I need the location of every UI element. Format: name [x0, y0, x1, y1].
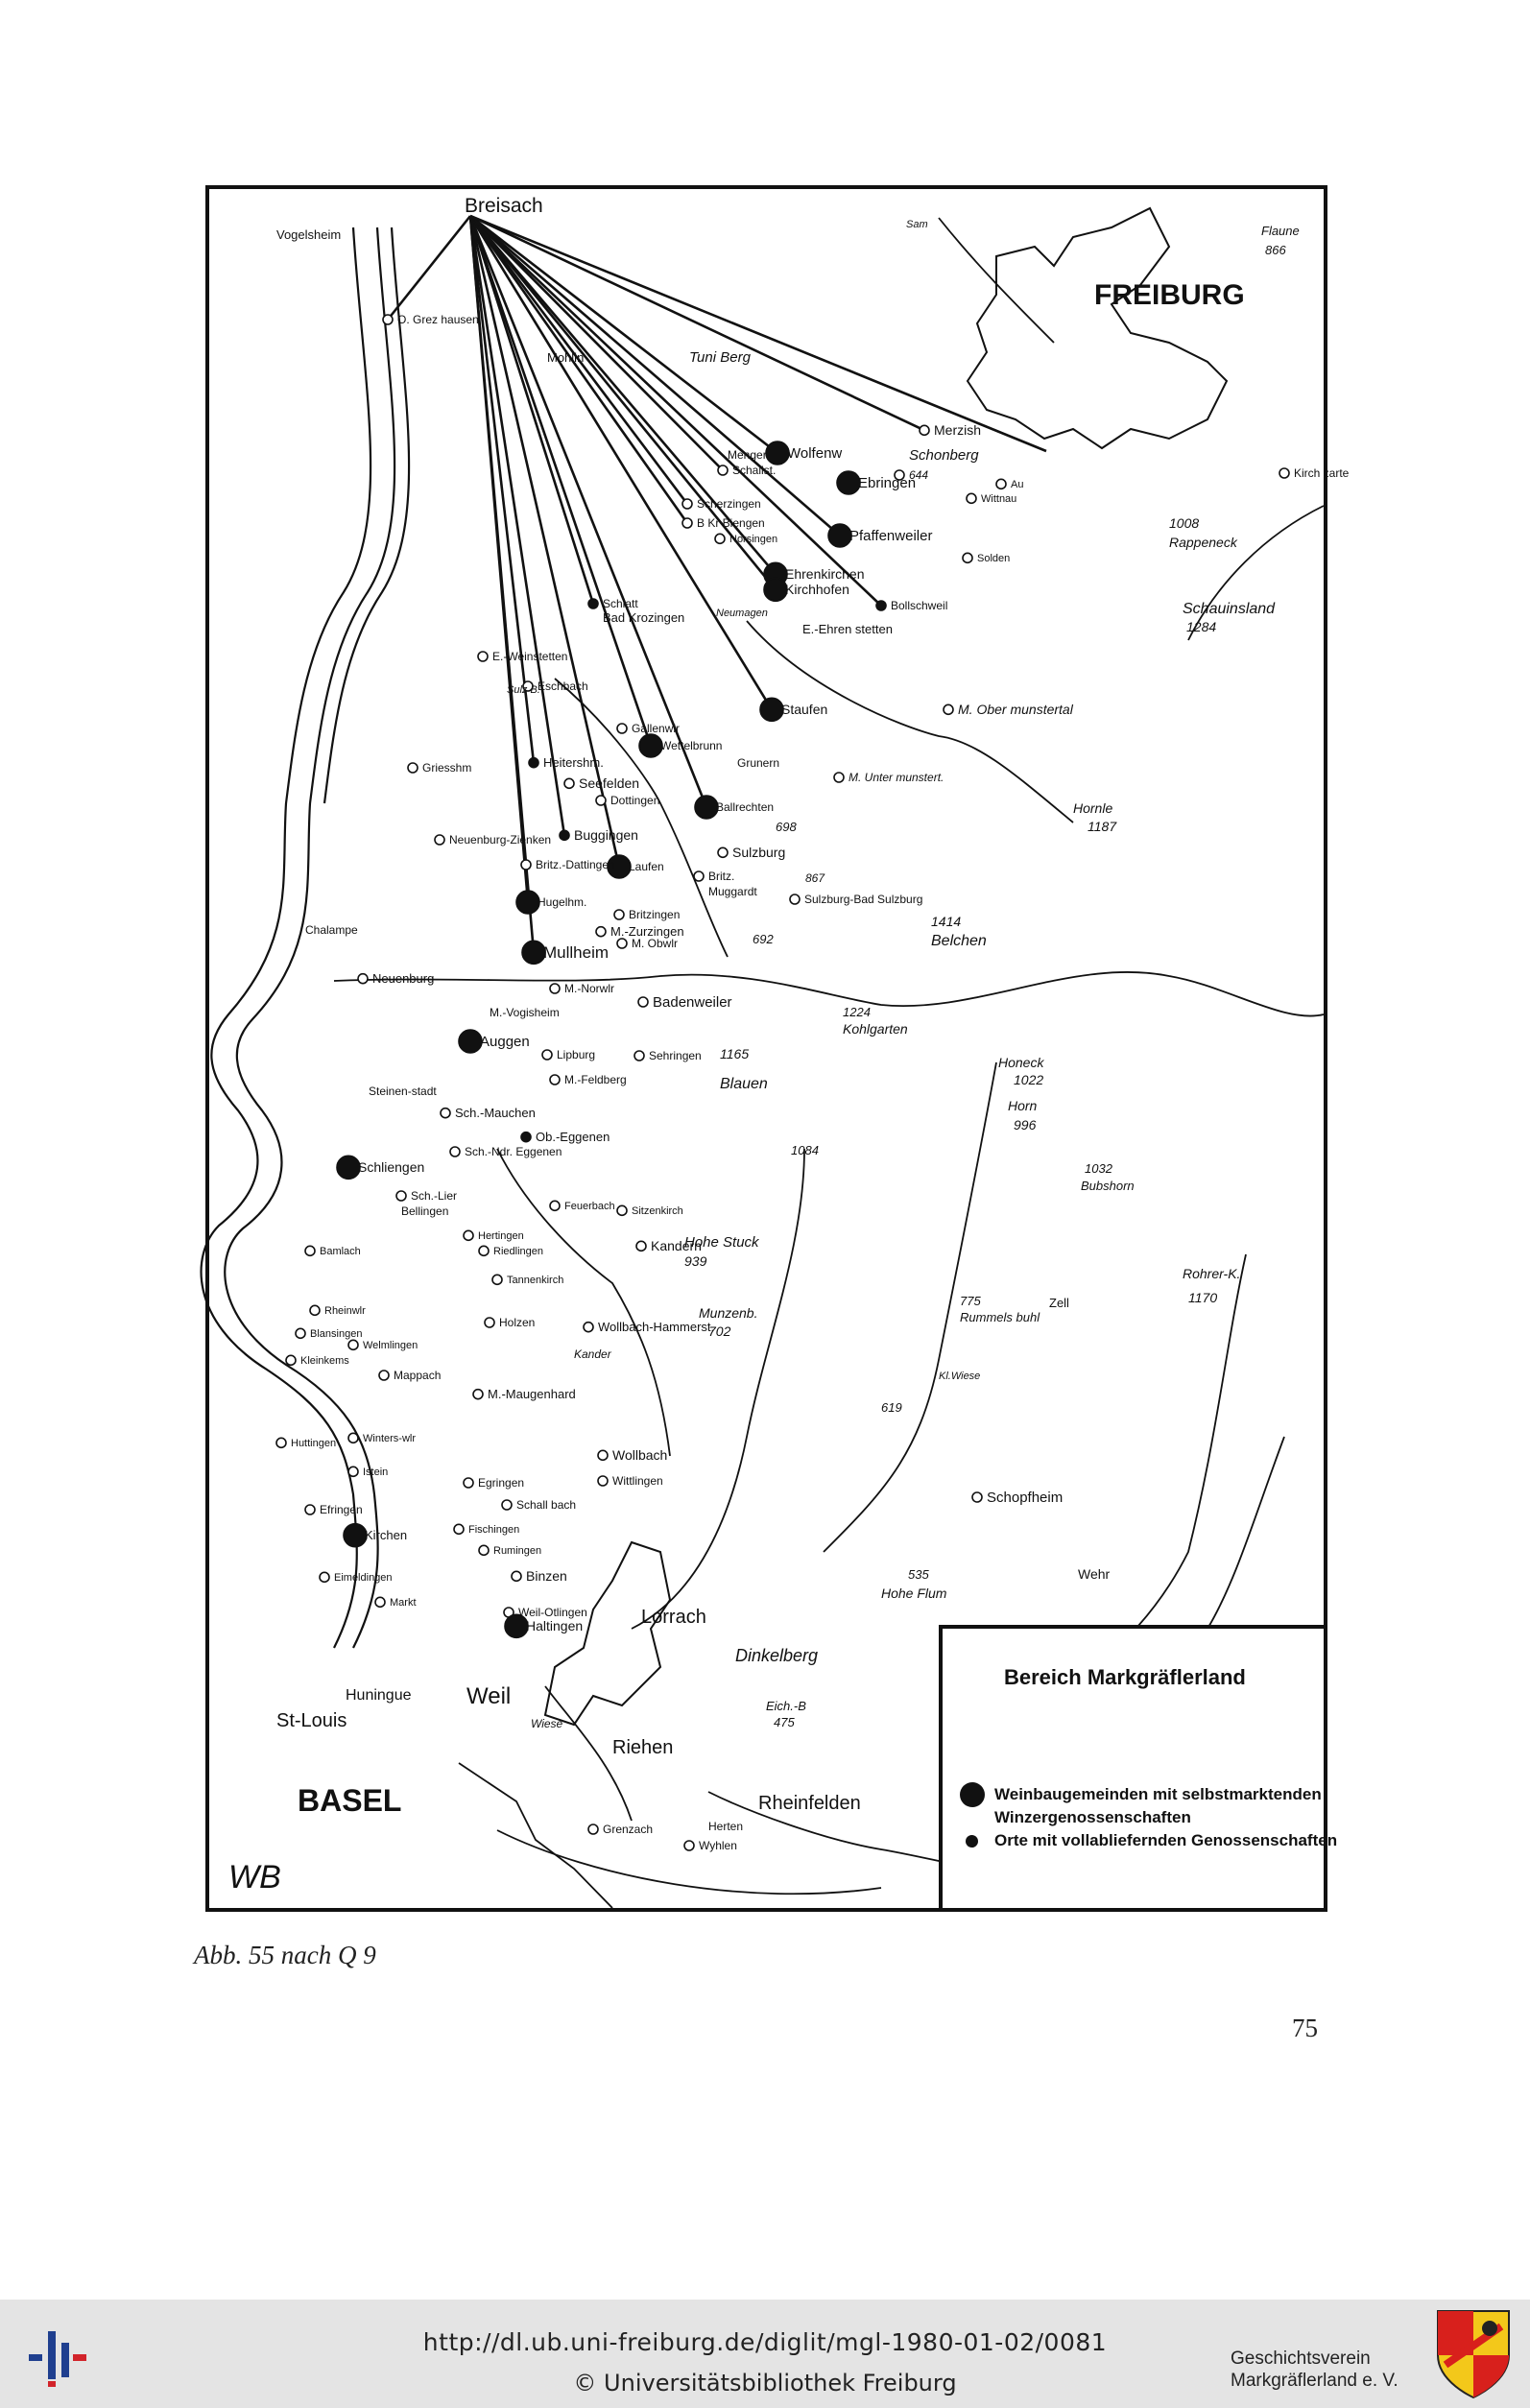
- place-label-mohlin: Mohlin: [547, 350, 585, 365]
- marker-wollbach: [598, 1450, 608, 1460]
- marker-m-norwlr: [550, 984, 560, 993]
- place-label-britz: Britz.: [708, 870, 735, 883]
- marker-sch-ndr-eggenen: [450, 1147, 460, 1156]
- place-label-bamlach: Bamlach: [320, 1246, 361, 1257]
- place-label-eimeldingen: Eimeldingen: [334, 1572, 393, 1584]
- place-label-zell: Zell: [1049, 1296, 1069, 1310]
- place-label-weil: Weil: [466, 1683, 512, 1709]
- marker-au: [996, 479, 1006, 489]
- marker-seefelden: [564, 778, 574, 788]
- place-label-welmlingen: Welmlingen: [363, 1340, 418, 1351]
- place-label-gallenwlr: Gallenwlr: [632, 722, 681, 735]
- marker-m-ober-munstertal: [944, 704, 953, 714]
- place-label-sam: Sam: [906, 219, 928, 230]
- place-label-ehrenkirchen: Ehrenkirchen: [785, 566, 865, 582]
- place-label-menger: Menger: [728, 448, 767, 462]
- marker-mappach: [379, 1371, 389, 1380]
- freiburg-label: FREIBURG: [1094, 279, 1245, 311]
- marker-m-zurzingen: [596, 927, 606, 937]
- society-name: [1231, 2348, 1399, 2392]
- place-label-chalampe: Chalampe: [305, 923, 358, 937]
- marker-staufen: [760, 698, 783, 721]
- place-label-m-norwlr: M.-Norwlr: [564, 982, 614, 995]
- place-label-ob-eggenen: Ob.-Eggenen: [536, 1130, 610, 1144]
- place-label-m-zurzingen: M.-Zurzingen: [610, 924, 684, 939]
- place-label-binzen: Binzen: [526, 1568, 567, 1584]
- marker-mullheim: [522, 941, 545, 964]
- place-label-steinen-stadt: Steinen-stadt: [369, 1085, 437, 1098]
- marker-wolfenw: [766, 441, 789, 465]
- legend-item1-text-b: Winzergenossenschaften: [994, 1808, 1191, 1826]
- footer-url-link[interactable]: http://dl.ub.uni-freiburg.de/diglit/mgl-1980-01-02/0081: [422, 2328, 1108, 2356]
- place-label-866: 866: [1265, 243, 1286, 257]
- place-label-kleinkems: Kleinkems: [300, 1355, 349, 1367]
- place-label-dottingen: Dottingen: [610, 794, 660, 807]
- marker-blansingen: [296, 1328, 305, 1338]
- place-label-efringen: Efringen: [320, 1503, 363, 1516]
- marker-wollbach-hammerst: [584, 1323, 593, 1332]
- marker-m-obwlr: [617, 939, 627, 948]
- connection-line-merzish: [470, 216, 924, 430]
- connection-line-o-grez-hausen: [388, 216, 470, 320]
- connection-line-freiburg: [470, 216, 1046, 451]
- place-label-hertingen: Hertingen: [478, 1230, 524, 1242]
- marker-heitershm: [529, 758, 538, 768]
- place-label-schopfheim: Schopfheim: [987, 1490, 1064, 1506]
- marker-grenzach: [588, 1824, 598, 1834]
- marker-sulzburg-bad-sulzburg: [790, 894, 800, 904]
- place-label-norsingen: Norsingen: [729, 534, 778, 545]
- place-label-st-louis: St-Louis: [276, 1710, 347, 1731]
- place-label-haltingen: Haltingen: [526, 1618, 584, 1633]
- place-label-badenweiler: Badenweiler: [653, 994, 732, 1011]
- place-label-hornle: Hornle: [1073, 800, 1113, 816]
- place-label-1165: 1165: [720, 1046, 750, 1061]
- place-label-wittlingen: Wittlingen: [612, 1474, 663, 1488]
- marker-britz-dattingen: [521, 860, 531, 870]
- place-label-blauen: Blauen: [720, 1076, 768, 1092]
- legend-box: [939, 1625, 1338, 1912]
- place-label-sulzburg-bad-sulzburg: Sulzburg-Bad Sulzburg: [804, 893, 923, 906]
- marker-kirchhofen: [764, 578, 787, 601]
- place-label-pfaffenweiler: Pfaffenweiler: [849, 528, 933, 544]
- place-label-neumagen: Neumagen: [716, 608, 768, 619]
- marker-kirchen: [344, 1524, 367, 1547]
- legend-title: Bereich Markgräflerland: [1004, 1665, 1246, 1689]
- place-label-kandern: Kandern: [651, 1238, 702, 1253]
- marker-solden: [963, 553, 972, 562]
- place-label-775: 775: [960, 1294, 981, 1308]
- place-label-wehr: Wehr: [1078, 1566, 1111, 1582]
- marker-schallst: [718, 465, 728, 475]
- place-label-wollbach: Wollbach: [612, 1447, 668, 1463]
- marker-schall-bach: [502, 1500, 512, 1510]
- place-label-wollbach-hammerst: Wollbach-Hammerst.: [598, 1320, 715, 1334]
- place-label-heitershm: Heitershm.: [543, 755, 604, 770]
- place-label-kohlgarten: Kohlgarten: [843, 1021, 908, 1037]
- figure-caption: Abb. 55 nach Q 9: [194, 1941, 376, 1969]
- marker-e-weinstetten: [478, 652, 488, 661]
- marker-markt: [375, 1597, 385, 1607]
- place-label-britz-dattingen: Britz.-Dattingen: [536, 858, 615, 871]
- marker-scherzingen: [682, 499, 692, 509]
- place-label-1187: 1187: [1088, 819, 1117, 834]
- place-label-b-kr-biengen: B Kr Biengen: [697, 516, 765, 530]
- place-label-rheinfelden: Rheinfelden: [758, 1793, 861, 1814]
- marker-feuerbach: [550, 1201, 560, 1210]
- marker-o-grez-hausen: [383, 315, 393, 324]
- marker-kleinkems: [286, 1355, 296, 1365]
- place-label-bellingen: Bellingen: [401, 1204, 449, 1218]
- place-label-wolfenw: Wolfenw: [787, 445, 843, 462]
- marker-egringen: [464, 1478, 473, 1488]
- place-label-eich-b: Eich.-B: [766, 1699, 806, 1713]
- marker-sch-mauchen: [441, 1109, 450, 1118]
- place-label-wiese: Wiese: [531, 1717, 563, 1730]
- place-label-honeck: Honeck: [998, 1055, 1044, 1070]
- marker-m-maugenhard: [473, 1390, 483, 1399]
- place-label-m-vogisheim: M.-Vogisheim: [490, 1006, 560, 1019]
- marker-sulzburg: [718, 847, 728, 857]
- place-label-vogelsheim: Vogelsheim: [276, 227, 342, 242]
- place-label-neuenburg-zienken: Neuenburg-Zienken: [449, 833, 552, 846]
- connection-line-b-kr-biengen: [470, 216, 687, 523]
- place-label-herten: Herten: [708, 1820, 744, 1833]
- place-label-laufen: Laufen: [629, 860, 664, 873]
- place-label-fischingen: Fischingen: [468, 1524, 520, 1536]
- marker-rumingen: [479, 1545, 489, 1555]
- marker-b-kr-biengen: [682, 518, 692, 528]
- marker-pfaffenweiler: [828, 524, 851, 547]
- place-label-ebringen: Ebringen: [858, 475, 917, 491]
- place-label-schliengen: Schliengen: [358, 1159, 425, 1175]
- place-label-riedlingen: Riedlingen: [493, 1246, 543, 1257]
- place-label-m-unter-munstert: M. Unter munstert.: [849, 771, 944, 784]
- place-label-blansingen: Blansingen: [310, 1328, 363, 1340]
- marker-merzish: [920, 425, 929, 435]
- marker-eimeldingen: [320, 1572, 329, 1582]
- place-label-rohrer-k: Rohrer-K.: [1183, 1266, 1241, 1281]
- marker-welmlingen: [348, 1340, 358, 1349]
- place-label-sulzburg: Sulzburg: [732, 845, 786, 860]
- marker-neuenburg-zienken: [435, 835, 444, 845]
- marker-wittlingen: [598, 1476, 608, 1486]
- place-label-tuni-berg: Tuni Berg: [689, 349, 751, 366]
- marker-schlatt: [588, 599, 598, 608]
- map-frame: [205, 185, 1350, 1912]
- place-label-bollschweil: Bollschweil: [891, 599, 948, 612]
- place-label-britzingen: Britzingen: [629, 908, 681, 921]
- marker-buggingen: [560, 830, 569, 840]
- marker-neuenburg: [358, 974, 368, 984]
- place-label-692: 692: [753, 932, 774, 946]
- marker-schliengen: [337, 1156, 360, 1179]
- marker-auggen: [459, 1030, 482, 1053]
- place-label-flaune: Flaune: [1261, 224, 1300, 238]
- place-label-staufen: Staufen: [781, 702, 828, 717]
- marker-dottingen: [596, 796, 606, 805]
- place-label-535: 535: [908, 1567, 929, 1582]
- place-label-sch-mauchen: Sch.-Mauchen: [455, 1106, 536, 1120]
- place-label-m-feldberg: M.-Feldberg: [564, 1073, 627, 1086]
- place-label-sch-lier: Sch.-Lier: [411, 1189, 458, 1203]
- freiburg-outline: [968, 208, 1227, 448]
- place-label-bubshorn: Bubshorn: [1081, 1179, 1135, 1193]
- place-label-1170: 1170: [1188, 1290, 1218, 1305]
- place-label-702: 702: [708, 1323, 731, 1339]
- place-label-hugelhm: Hugelhm.: [538, 895, 587, 909]
- place-label-1224: 1224: [843, 1005, 871, 1019]
- marker-griesshm: [408, 763, 418, 773]
- place-label-lipburg: Lipburg: [557, 1048, 596, 1061]
- place-label-solden: Solden: [977, 553, 1011, 564]
- place-label-1284: 1284: [1186, 619, 1217, 634]
- marker-sitzenkirch: [617, 1205, 627, 1215]
- place-label-kl-wiese: Kl.Wiese: [939, 1371, 981, 1382]
- place-label-rheinwlr: Rheinwlr: [324, 1305, 366, 1317]
- place-label-auggen: Auggen: [480, 1034, 530, 1050]
- place-label-1022: 1022: [1014, 1072, 1044, 1087]
- place-label-e-ehren-stetten: E.-Ehren stetten: [802, 622, 893, 636]
- place-label-619: 619: [881, 1400, 902, 1415]
- marker-istein: [348, 1466, 358, 1476]
- place-label-e-weinstetten: E.-Weinstetten: [492, 650, 568, 663]
- basel-label: BASEL: [298, 1783, 402, 1818]
- society-crest-icon[interactable]: [1434, 2307, 1513, 2401]
- marker-m-unter-munstert: [834, 773, 844, 782]
- place-label-egringen: Egringen: [478, 1476, 525, 1490]
- signature: WB: [228, 1859, 281, 1895]
- place-label-1084: 1084: [791, 1143, 819, 1157]
- place-label-rappeneck: Rappeneck: [1169, 535, 1237, 550]
- place-label-mappach: Mappach: [394, 1369, 442, 1382]
- place-label-weil-otlingen: Weil-Otlingen: [518, 1606, 587, 1619]
- place-label-wittnau: Wittnau: [981, 493, 1017, 505]
- place-label-belchen: Belchen: [931, 933, 987, 949]
- marker-gallenwlr: [617, 724, 627, 733]
- place-label-644: 644: [909, 468, 929, 482]
- marker-fischingen: [454, 1524, 464, 1534]
- marker-m-feldberg: [550, 1075, 560, 1085]
- place-label-muggardt: Muggardt: [708, 885, 757, 898]
- place-label-seefelden: Seefelden: [579, 775, 640, 791]
- place-label-schallst: Schallst.: [732, 464, 777, 477]
- place-label-neuenburg: Neuenburg: [372, 971, 435, 986]
- place-label-huningue: Huningue: [346, 1687, 412, 1704]
- marker-lipburg: [542, 1050, 552, 1060]
- place-label-698: 698: [776, 820, 797, 834]
- place-label-schlatt: Schlatt: [603, 597, 638, 610]
- place-label-feuerbach: Feuerbach: [564, 1201, 615, 1212]
- marker-hertingen: [464, 1230, 473, 1240]
- place-label-kirch-zarte: Kirch zarte: [1294, 466, 1350, 480]
- connection-line-staufen: [470, 216, 772, 709]
- marker-winters-wlr: [348, 1433, 358, 1442]
- marker-sch-lier: [396, 1191, 406, 1201]
- page-number: 75: [1292, 2014, 1318, 2042]
- place-label-istein: Istein: [363, 1466, 389, 1478]
- place-label-mullheim: Mullheim: [543, 943, 610, 962]
- place-label-1032: 1032: [1085, 1161, 1112, 1176]
- large-dot-icon: [960, 1782, 985, 1807]
- place-label-939: 939: [684, 1253, 707, 1269]
- marker-hugelhm: [516, 891, 539, 914]
- place-label-bad-krozingen: Bad Krozingen: [603, 610, 685, 625]
- place-label-winters-wlr: Winters-wlr: [363, 1433, 416, 1444]
- place-label-996: 996: [1014, 1117, 1037, 1132]
- place-label-tannenkirch: Tannenkirch: [507, 1275, 564, 1286]
- breisach-label: Breisach: [465, 195, 543, 217]
- place-label-kander: Kander: [574, 1347, 611, 1361]
- place-label-huttingen: Huttingen: [291, 1438, 337, 1449]
- small-dot-icon: [966, 1835, 978, 1848]
- society-name-line2: Markgräflerland e. V.: [1231, 2371, 1399, 2391]
- place-label-holzen: Holzen: [499, 1316, 536, 1329]
- marker-holzen: [485, 1318, 494, 1327]
- place-label-rummels-buhl: Rummels buhl: [960, 1310, 1040, 1324]
- marker-schopfheim: [972, 1492, 982, 1502]
- marker-ballrechten: [695, 796, 718, 819]
- place-label-wettelbrunn: Wettelbrunn: [660, 739, 723, 752]
- marker-britzingen: [614, 910, 624, 919]
- place-label-scherzingen: Scherzingen: [697, 497, 761, 511]
- marker-binzen: [512, 1571, 521, 1581]
- place-label-riehen: Riehen: [612, 1737, 674, 1758]
- place-label-ballrechten: Ballrechten: [716, 800, 775, 814]
- place-label-grunern: Grunern: [737, 756, 780, 770]
- place-label-sch-ndr-eggenen: Sch.-Ndr. Eggenen: [465, 1145, 562, 1158]
- place-label-475: 475: [774, 1715, 795, 1729]
- place-label-merzish: Merzish: [934, 422, 982, 438]
- place-label-m-ober-munstertal: M. Ober munstertal: [958, 702, 1073, 717]
- place-label-au: Au: [1011, 479, 1024, 490]
- place-label-hohe-flum: Hohe Flum: [881, 1585, 947, 1601]
- marker-wittnau: [967, 493, 976, 503]
- place-label-kirchen: Kirchen: [365, 1528, 408, 1542]
- place-label-schall-bach: Schall bach: [516, 1498, 577, 1512]
- marker-norsingen: [715, 534, 725, 543]
- place-label-griesshm: Griesshm: [422, 761, 472, 775]
- marker-bamlach: [305, 1246, 315, 1255]
- place-label-rumingen: Rumingen: [493, 1545, 542, 1557]
- legend-item2-text: Orte mit vollabliefernden Genossenschaften: [994, 1831, 1338, 1849]
- place-label-1414: 1414: [931, 914, 962, 929]
- place-label-sulz-b: Sulz B.: [507, 684, 540, 696]
- place-label-867: 867: [805, 871, 825, 885]
- place-label-o-grez-hausen: O. Grez hausen: [397, 313, 479, 326]
- connection-line-schallst: [470, 216, 723, 470]
- marker-rheinwlr: [310, 1305, 320, 1315]
- place-label-markt: Markt: [390, 1597, 417, 1609]
- marker-badenweiler: [638, 997, 648, 1007]
- place-labels: [276, 219, 1350, 1852]
- marker-wyhlen: [684, 1841, 694, 1850]
- place-label-kirchhofen: Kirchhofen: [785, 582, 849, 597]
- place-label-eschbach: Eschbach: [538, 679, 588, 693]
- place-label-lorrach: Lorrach: [641, 1607, 706, 1628]
- marker-ebringen: [837, 471, 860, 494]
- place-label-buggingen: Buggingen: [574, 827, 638, 843]
- place-label-schauinsland: Schauinsland: [1183, 601, 1276, 617]
- marker-britz: [694, 871, 704, 881]
- marker-riedlingen: [479, 1246, 489, 1255]
- footer-copyright: © Universitätsbibliothek Freiburg: [573, 2370, 957, 2396]
- place-label-grenzach: Grenzach: [603, 1823, 654, 1836]
- marker-sehringen: [634, 1051, 644, 1061]
- place-label-munzenb: Munzenb.: [699, 1305, 758, 1321]
- place-label-schonberg: Schonberg: [909, 447, 979, 464]
- place-label-sitzenkirch: Sitzenkirch: [632, 1205, 683, 1217]
- place-label-m-maugenhard: M.-Maugenhard: [488, 1387, 576, 1401]
- marker-tannenkirch: [492, 1275, 502, 1284]
- marker-efringen: [305, 1505, 315, 1514]
- legend-item1-text: Weinbaugemeinden mit selbstmarktenden: [994, 1785, 1322, 1803]
- marker-kandern: [636, 1241, 646, 1251]
- place-label-wyhlen: Wyhlen: [699, 1839, 737, 1852]
- marker-huttingen: [276, 1438, 286, 1447]
- place-label-1008: 1008: [1169, 515, 1200, 531]
- society-name-line1: Geschichtsverein: [1231, 2348, 1371, 2369]
- place-label-sehringen: Sehringen: [649, 1049, 702, 1062]
- place-label-horn: Horn: [1008, 1098, 1038, 1113]
- place-label-hohe-stuck: Hohe Stuck: [684, 1234, 759, 1251]
- marker-wettelbrunn: [639, 734, 662, 757]
- marker-ob-eggenen: [521, 1132, 531, 1142]
- marker-kirch-zarte: [1279, 468, 1289, 478]
- place-markers: [276, 315, 1289, 1850]
- place-label-m-obwlr: M. Obwlr: [632, 937, 678, 950]
- place-label-dinkelberg: Dinkelberg: [735, 1646, 819, 1665]
- marker-bollschweil: [876, 601, 886, 610]
